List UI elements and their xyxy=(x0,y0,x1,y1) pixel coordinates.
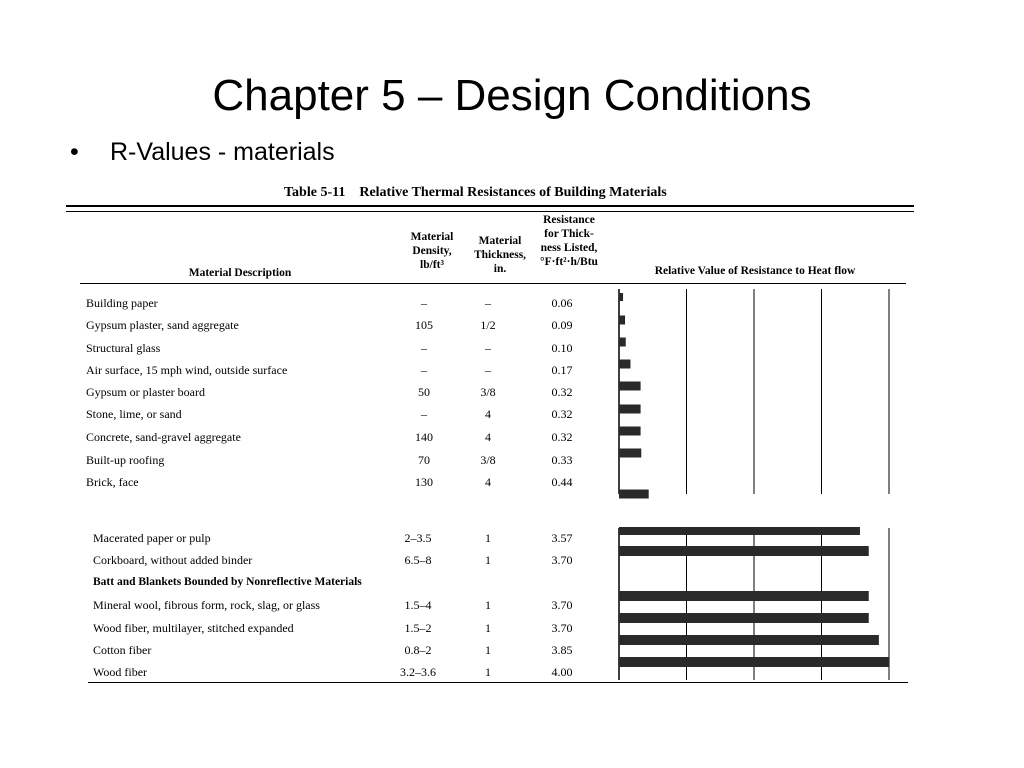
header-relative: Relative Value of Resistance to Heat flow xyxy=(654,265,856,277)
material-thickness: 1/2 xyxy=(480,318,496,332)
material-name: Stone, lime, or sand xyxy=(86,407,182,421)
material-name: Wood fiber, multilayer, stitched expanded xyxy=(93,621,294,635)
bullet-text: R-Values - materials xyxy=(110,138,335,166)
material-resistance: 3.70 xyxy=(551,553,573,567)
material-thickness: 4 xyxy=(485,407,491,421)
material-name: Macerated paper or pulp xyxy=(93,531,211,545)
material-density: – xyxy=(421,407,427,421)
bar xyxy=(619,591,869,601)
bar xyxy=(619,360,630,369)
material-density: – xyxy=(421,363,427,377)
bar xyxy=(619,449,641,458)
material-density: 140 xyxy=(415,430,433,444)
material-name: Built-up roofing xyxy=(86,453,165,467)
bar xyxy=(619,490,649,499)
material-thickness: 4 xyxy=(485,430,491,444)
bar xyxy=(619,546,869,556)
material-thickness: 4 xyxy=(485,475,491,489)
material-density: 3.2–3.6 xyxy=(400,665,436,679)
material-thickness: 1 xyxy=(485,553,491,567)
material-resistance: 0.17 xyxy=(551,363,573,377)
material-density: 50 xyxy=(418,385,430,399)
material-resistance: 3.70 xyxy=(551,621,573,635)
material-density: 105 xyxy=(415,318,433,332)
bar xyxy=(619,316,625,325)
material-density: – xyxy=(421,341,427,355)
material-thickness: 3/8 xyxy=(480,385,496,399)
material-name: Cotton fiber xyxy=(93,643,152,657)
bar xyxy=(619,338,626,347)
bar xyxy=(619,657,889,667)
material-thickness: 1 xyxy=(485,643,491,657)
header-density-line2: Density, xyxy=(412,245,452,257)
bar xyxy=(619,635,879,645)
material-density: 2–3.5 xyxy=(404,531,432,545)
header-resistance-line3: ness Listed, xyxy=(540,242,598,254)
material-resistance: 0.33 xyxy=(551,453,573,467)
material-thickness: 3/8 xyxy=(480,453,496,467)
material-thickness: – xyxy=(485,363,491,377)
header-resistance-line4: °F·ft²·h/Btu xyxy=(540,256,598,268)
material-density: 6.5–8 xyxy=(404,553,432,567)
material-resistance: 0.32 xyxy=(551,430,573,444)
material-name: Gypsum or plaster board xyxy=(86,385,205,399)
material-name: Brick, face xyxy=(86,475,139,489)
header-thickness-line1: Material xyxy=(478,235,522,247)
material-name: Concrete, sand-gravel aggregate xyxy=(86,430,241,444)
material-name: Gypsum plaster, sand aggregate xyxy=(86,318,239,332)
bar xyxy=(619,382,641,391)
header-density-line3: lb/ft³ xyxy=(420,259,444,271)
bar xyxy=(619,527,860,535)
material-density: 130 xyxy=(415,475,433,489)
bar xyxy=(619,613,869,623)
header-density-line1: Material xyxy=(410,231,454,243)
material-name: Structural glass xyxy=(86,341,161,355)
material-name: Building paper xyxy=(86,296,158,310)
bar xyxy=(619,427,641,436)
material-resistance: 3.57 xyxy=(551,531,573,545)
material-density: 1.5–4 xyxy=(404,598,432,612)
material-thickness: – xyxy=(485,296,491,310)
bar xyxy=(619,293,623,301)
material-resistance: 0.06 xyxy=(551,296,573,310)
bullet-dot: • xyxy=(70,138,79,166)
material-resistance: 0.10 xyxy=(551,341,573,355)
slide-title: Chapter 5 – Design Conditions xyxy=(212,71,812,120)
material-resistance: 0.32 xyxy=(551,407,573,421)
material-thickness: – xyxy=(485,341,491,355)
group-heading: Batt and Blankets Bounded by Nonreflective Materials xyxy=(93,576,362,588)
material-name: Corkboard, without added binder xyxy=(93,553,253,567)
material-density: 0.8–2 xyxy=(404,643,432,657)
table-number: Table 5-11 xyxy=(284,185,346,200)
material-thickness: 1 xyxy=(485,531,491,545)
material-name: Air surface, 15 mph wind, outside surface xyxy=(86,363,288,377)
material-resistance: 0.09 xyxy=(551,318,573,332)
material-density: 70 xyxy=(418,453,430,467)
header-thickness-line2: Thickness, xyxy=(473,249,527,261)
header-resistance-line1: Resistance xyxy=(543,214,595,226)
header-description: Material Description xyxy=(188,267,292,279)
material-resistance: 4.00 xyxy=(551,665,573,679)
header-resistance-line2: for Thick- xyxy=(544,228,594,240)
bar xyxy=(619,405,641,414)
table-title: Relative Thermal Resistances of Building Materials xyxy=(359,185,667,200)
material-resistance: 3.85 xyxy=(551,643,573,657)
material-density: – xyxy=(421,296,427,310)
material-resistance: 3.70 xyxy=(551,598,573,612)
material-name: Wood fiber xyxy=(93,665,148,679)
material-thickness: 1 xyxy=(485,621,491,635)
material-thickness: 1 xyxy=(485,598,491,612)
material-thickness: 1 xyxy=(485,665,491,679)
material-density: 1.5–2 xyxy=(404,621,432,635)
header-thickness-line3: in. xyxy=(493,263,507,275)
material-resistance: 0.32 xyxy=(551,385,573,399)
material-name: Mineral wool, fibrous form, rock, slag, or glass xyxy=(93,598,320,612)
material-resistance: 0.44 xyxy=(551,475,573,489)
